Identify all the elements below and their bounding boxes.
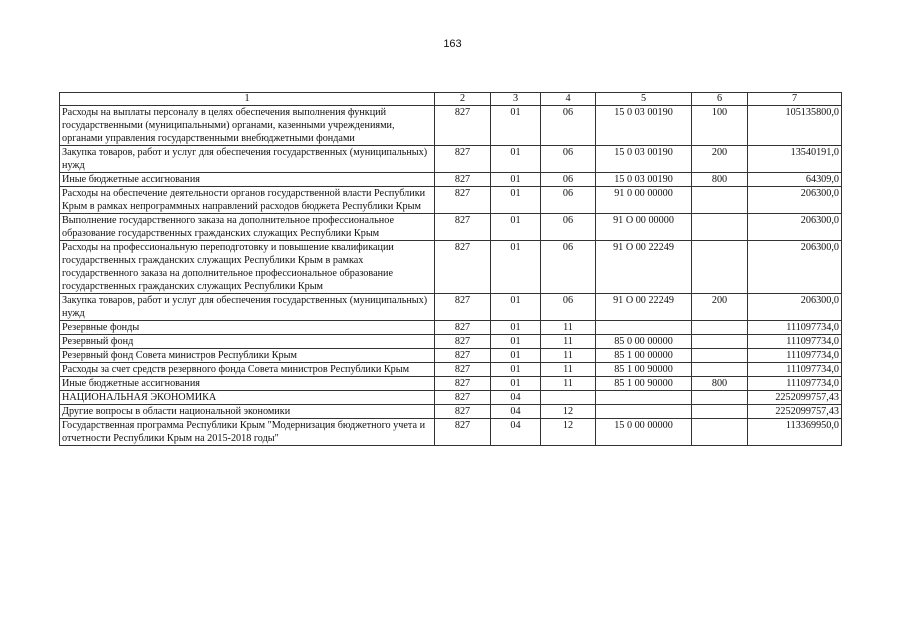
cell-col-3: 04 [491, 419, 541, 446]
cell-col-3: 01 [491, 321, 541, 335]
cell-col-5: 85 1 00 90000 [596, 377, 692, 391]
cell-col-4: 11 [541, 321, 596, 335]
cell-amount: 111097734,0 [748, 335, 842, 349]
cell-col-5: 91 О 00 22249 [596, 241, 692, 294]
table-row [60, 405, 842, 419]
cell-col-4: 06 [541, 187, 596, 214]
cell-col-5: 85 1 00 90000 [596, 363, 692, 377]
cell-col-3: 01 [491, 294, 541, 321]
cell-col-2: 827 [435, 146, 491, 173]
cell-amount: 206300,0 [748, 214, 842, 241]
cell-col-3: 01 [491, 349, 541, 363]
table-row [60, 294, 842, 321]
table-row [60, 419, 842, 446]
cell-amount: 206300,0 [748, 187, 842, 214]
cell-col-2: 827 [435, 214, 491, 241]
cell-amount: 111097734,0 [748, 349, 842, 363]
cell-col-2: 827 [435, 241, 491, 294]
row-name: Расходы на выплаты персоналу в целях обеспечения выполнения функций государственными (муниципальными) органами, казенными учреждениями, органами управления государственными внебюджетными фондами [60, 106, 435, 146]
table-row [60, 173, 842, 187]
cell-col-2: 827 [435, 377, 491, 391]
page-number: 163 [443, 38, 462, 50]
cell-col-4: 11 [541, 377, 596, 391]
header-col-4: 4 [541, 93, 596, 106]
cell-col-6 [692, 241, 748, 294]
cell-col-4: 12 [541, 405, 596, 419]
cell-col-6: 200 [692, 146, 748, 173]
cell-col-5 [596, 321, 692, 335]
row-name: Расходы на обеспечение деятельности органов государственной власти Республики Крым в рамках непрограммных направлений расходов бюджета Республики Крым [60, 187, 435, 214]
row-name: Иные бюджетные ассигнования [60, 173, 435, 187]
header-row [60, 93, 842, 106]
row-name: Закупка товаров, работ и услуг для обеспечения государственных (муниципальных) нужд [60, 294, 435, 321]
row-name: Расходы на профессиональную переподготовку и повышение квалификации государственных гражданских служащих Республики Крым в рамках государственного заказа на дополнительное профессиональное образование государственных гражданских служащих Республики Крым [60, 241, 435, 294]
cell-col-6 [692, 391, 748, 405]
cell-col-3: 04 [491, 405, 541, 419]
cell-col-4: 06 [541, 173, 596, 187]
table-body [60, 106, 842, 446]
cell-amount: 13540191,0 [748, 146, 842, 173]
cell-col-5 [596, 391, 692, 405]
cell-col-5 [596, 405, 692, 419]
cell-col-3: 01 [491, 173, 541, 187]
table-row [60, 214, 842, 241]
header-col-5: 5 [596, 93, 692, 106]
cell-col-5: 15 0 00 00000 [596, 419, 692, 446]
cell-col-3: 01 [491, 363, 541, 377]
cell-col-4: 11 [541, 349, 596, 363]
cell-col-6 [692, 363, 748, 377]
cell-col-3: 01 [491, 335, 541, 349]
cell-amount: 2252099757,43 [748, 391, 842, 405]
cell-col-6 [692, 349, 748, 363]
cell-amount: 111097734,0 [748, 321, 842, 335]
table-row [60, 241, 842, 294]
cell-col-4: 06 [541, 241, 596, 294]
cell-col-6 [692, 321, 748, 335]
cell-col-5: 85 1 00 00000 [596, 349, 692, 363]
header-col-2: 2 [435, 93, 491, 106]
header-col-7: 7 [748, 93, 842, 106]
cell-col-2: 827 [435, 405, 491, 419]
cell-col-2: 827 [435, 294, 491, 321]
cell-col-6: 200 [692, 294, 748, 321]
header-col-6: 6 [692, 93, 748, 106]
cell-col-6 [692, 187, 748, 214]
cell-col-5: 85 0 00 00000 [596, 335, 692, 349]
cell-amount: 113369950,0 [748, 419, 842, 446]
row-name: Государственная программа Республики Крым "Модернизация бюджетного учета и отчетности Республики Крым на 2015-2018 годы" [60, 419, 435, 446]
table-row [60, 187, 842, 214]
cell-col-3: 01 [491, 377, 541, 391]
cell-col-5: 91 О 00 22249 [596, 294, 692, 321]
row-name: Иные бюджетные ассигнования [60, 377, 435, 391]
cell-col-6 [692, 405, 748, 419]
cell-col-3: 01 [491, 187, 541, 214]
cell-amount: 111097734,0 [748, 363, 842, 377]
cell-col-5: 91 О 00 00000 [596, 214, 692, 241]
cell-col-4: 06 [541, 294, 596, 321]
row-name: Другие вопросы в области национальной экономики [60, 405, 435, 419]
cell-col-4: 06 [541, 106, 596, 146]
cell-col-3: 01 [491, 146, 541, 173]
cell-amount: 2252099757,43 [748, 405, 842, 419]
row-name: Резервный фонд [60, 335, 435, 349]
cell-col-5: 91 0 00 00000 [596, 187, 692, 214]
header-col-1: 1 [60, 93, 435, 106]
cell-col-6: 100 [692, 106, 748, 146]
cell-amount: 111097734,0 [748, 377, 842, 391]
cell-col-2: 827 [435, 349, 491, 363]
row-name: Резервный фонд Совета министров Республики Крым [60, 349, 435, 363]
table-row [60, 335, 842, 349]
header-col-3: 3 [491, 93, 541, 106]
cell-col-4: 12 [541, 419, 596, 446]
cell-col-4: 11 [541, 335, 596, 349]
row-name: Расходы за счет средств резервного фонда Совета министров Республики Крым [60, 363, 435, 377]
row-name: Закупка товаров, работ и услуг для обеспечения государственных (муниципальных) нужд [60, 146, 435, 173]
cell-col-4: 11 [541, 363, 596, 377]
cell-col-2: 827 [435, 363, 491, 377]
cell-col-3: 01 [491, 214, 541, 241]
cell-col-4: 06 [541, 146, 596, 173]
budget-table [59, 92, 842, 446]
cell-col-3: 01 [491, 241, 541, 294]
cell-col-2: 827 [435, 173, 491, 187]
cell-col-5: 15 0 03 00190 [596, 173, 692, 187]
cell-col-5: 15 0 03 00190 [596, 106, 692, 146]
cell-col-6 [692, 419, 748, 446]
cell-col-6 [692, 214, 748, 241]
cell-col-6 [692, 335, 748, 349]
cell-col-3: 04 [491, 391, 541, 405]
table-row [60, 377, 842, 391]
cell-col-2: 827 [435, 321, 491, 335]
cell-col-2: 827 [435, 187, 491, 214]
cell-col-4: 06 [541, 214, 596, 241]
row-name: Резервные фонды [60, 321, 435, 335]
cell-amount: 105135800,0 [748, 106, 842, 146]
table-row [60, 321, 842, 335]
table-row [60, 363, 842, 377]
cell-col-4 [541, 391, 596, 405]
row-name: Выполнение государственного заказа на дополнительное профессиональное образование государственных гражданских служащих Республики Крым [60, 214, 435, 241]
row-name: НАЦИОНАЛЬНАЯ ЭКОНОМИКА [60, 391, 435, 405]
cell-amount: 206300,0 [748, 294, 842, 321]
cell-col-6: 800 [692, 173, 748, 187]
table-row [60, 391, 842, 405]
table-row [60, 146, 842, 173]
cell-col-6: 800 [692, 377, 748, 391]
table-row [60, 349, 842, 363]
cell-col-5: 15 0 03 00190 [596, 146, 692, 173]
cell-amount: 206300,0 [748, 241, 842, 294]
cell-col-2: 827 [435, 106, 491, 146]
cell-col-3: 01 [491, 106, 541, 146]
table-row [60, 106, 842, 146]
cell-amount: 64309,0 [748, 173, 842, 187]
cell-col-2: 827 [435, 419, 491, 446]
cell-col-2: 827 [435, 391, 491, 405]
cell-col-2: 827 [435, 335, 491, 349]
